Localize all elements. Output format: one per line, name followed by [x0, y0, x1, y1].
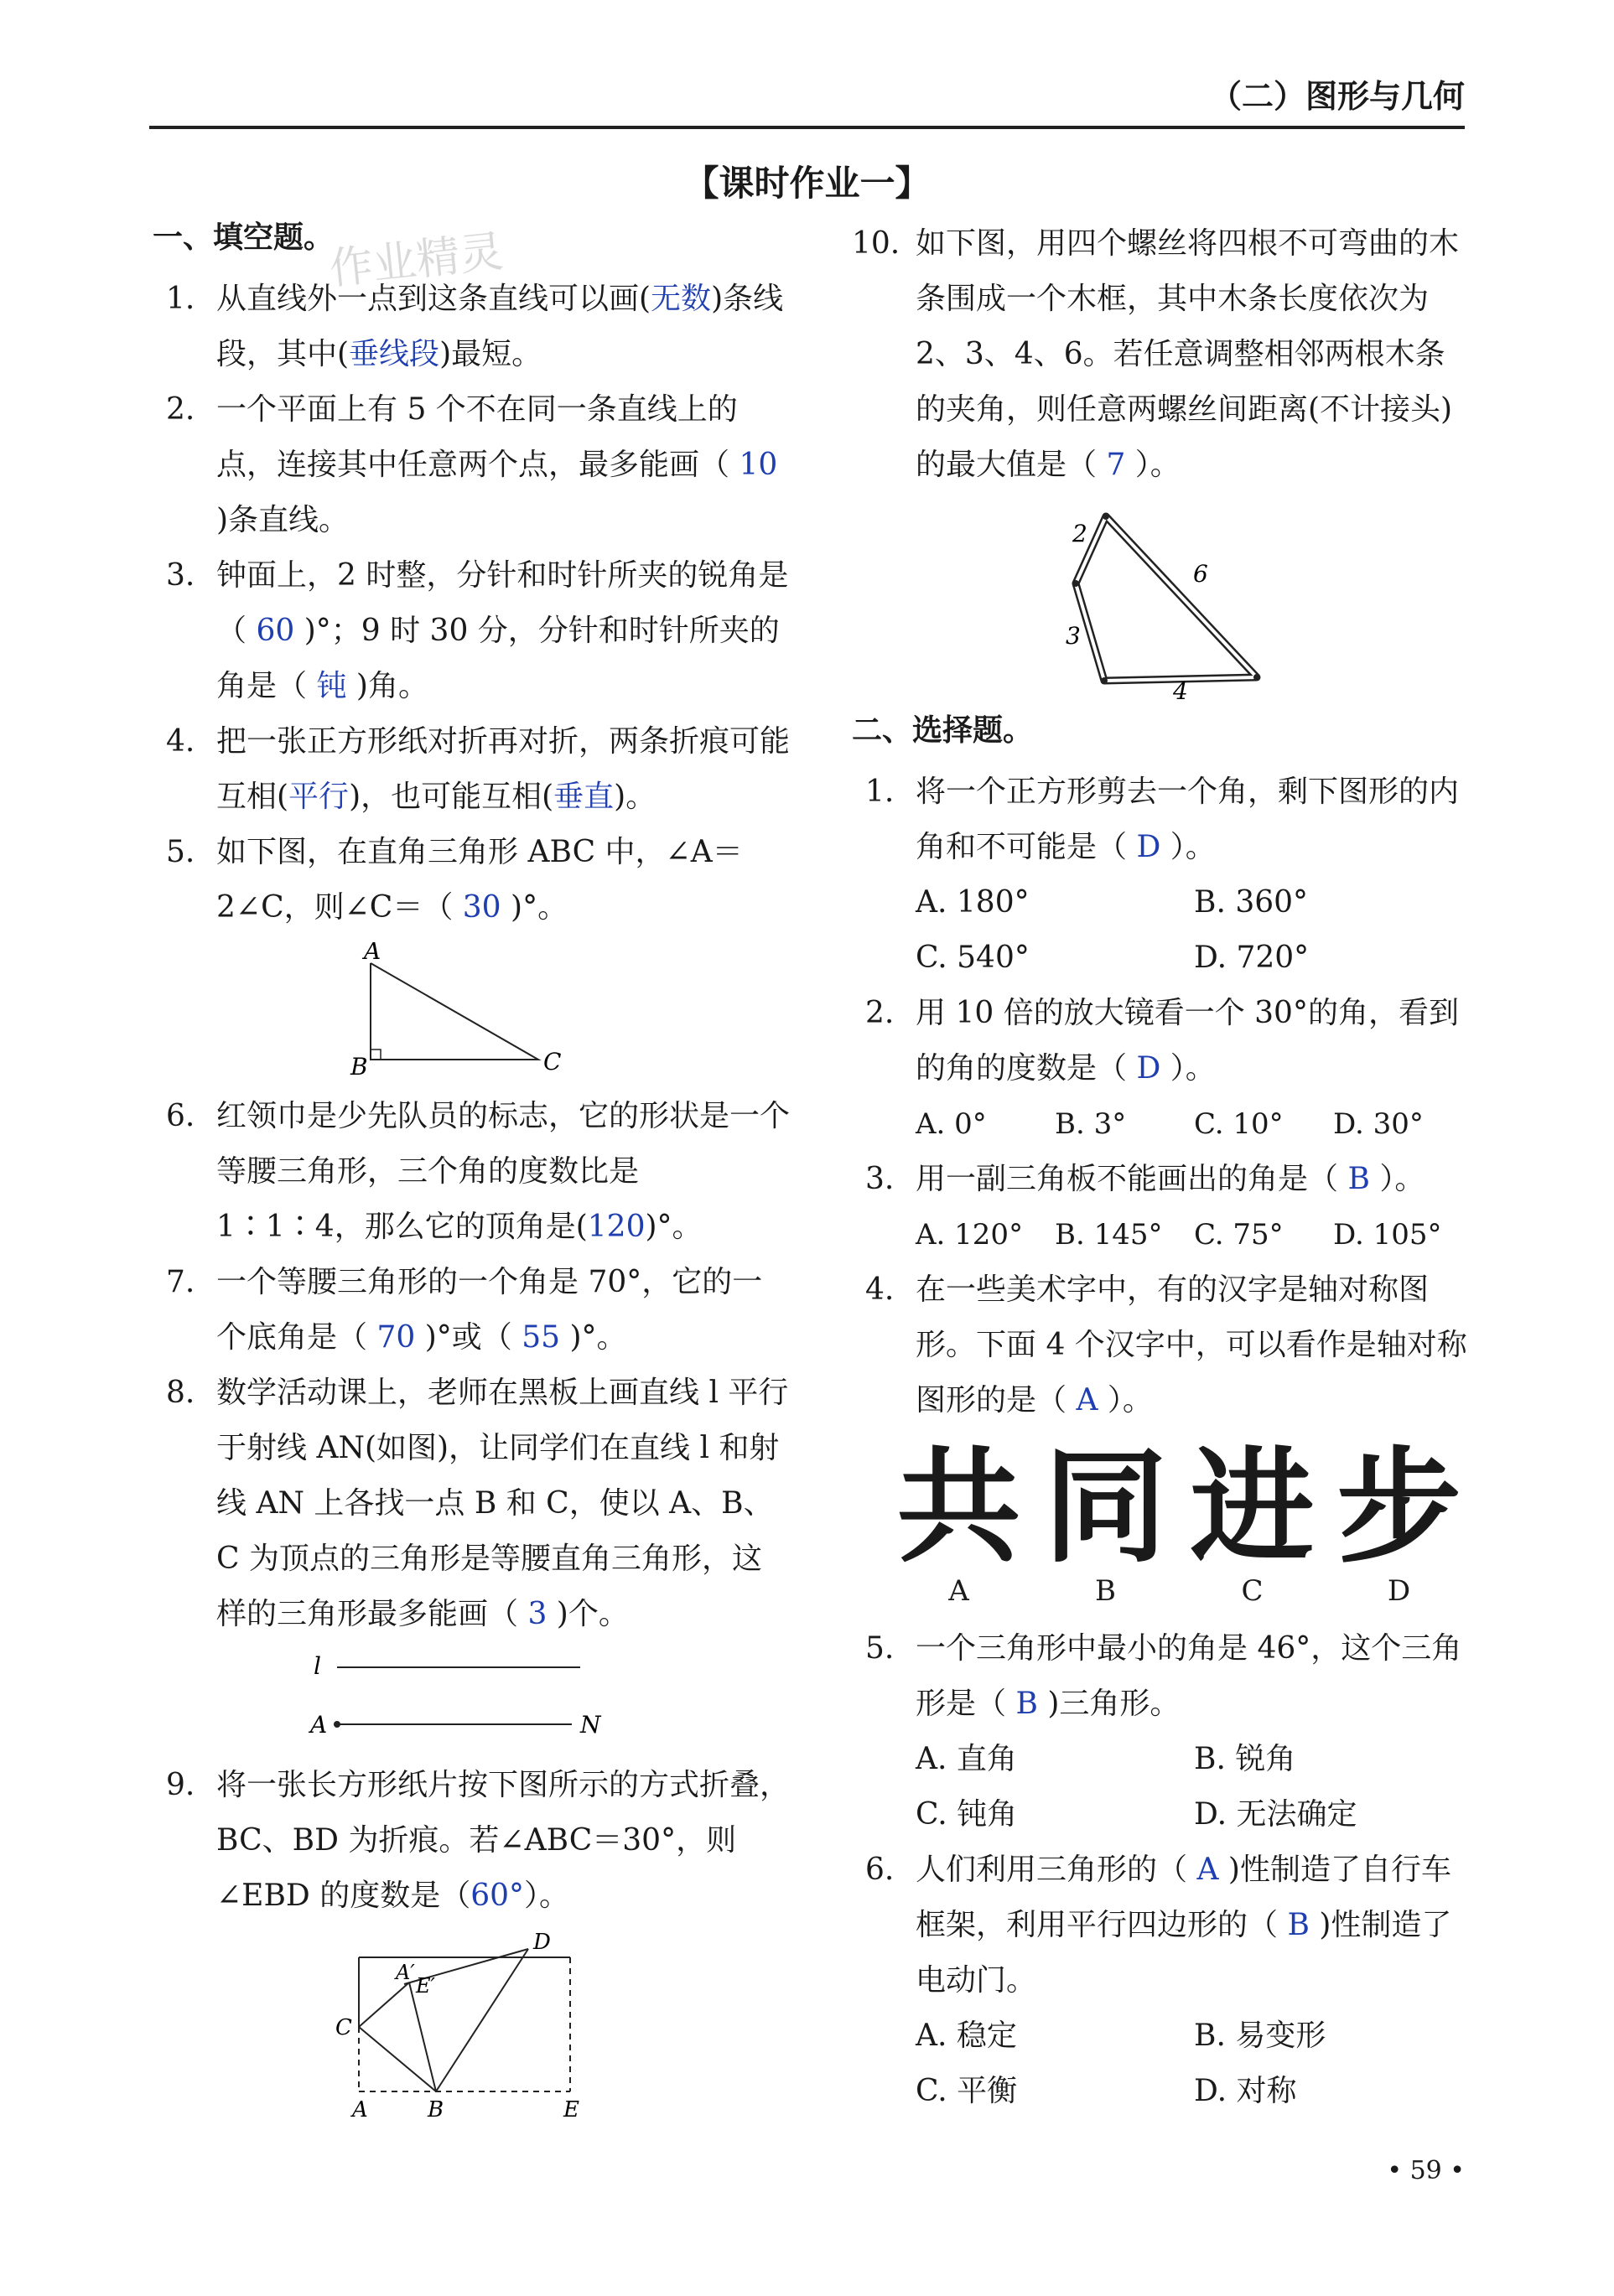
section-heading-fill-in: 一、填空题。: [153, 220, 335, 255]
option-a: A. 直角: [916, 1742, 1017, 1776]
answer: A: [1076, 1383, 1098, 1418]
option-d: D. 30°: [1333, 1107, 1424, 1141]
option-c: C. 钝角: [916, 1797, 1018, 1832]
art-characters: [852, 1435, 1472, 1608]
option-a: A. 120°: [916, 1218, 1024, 1252]
question-3: 3. 钟面上，2 时整，分针和时针所夹的锐角是（ 60 )°；9 时 30 分，分针和时针所夹的角是（ 钝 )角。: [166, 558, 789, 703]
char-a: 共: [896, 1435, 1021, 1579]
option-d: D. 720°: [1194, 941, 1310, 975]
option-a: A. 0°: [916, 1107, 987, 1141]
option-d: D. 无法确定: [1194, 1797, 1357, 1832]
char-c: 进: [1190, 1435, 1315, 1579]
vertex-label-a: A: [364, 942, 381, 965]
wooden-frame-figure: [1024, 500, 1300, 701]
answer: B: [1347, 1162, 1370, 1196]
section-heading-choice: 二、选择题。: [852, 713, 1034, 748]
right-column: [852, 216, 1472, 2119]
parallel-lines-figure: [304, 1649, 639, 1749]
option-c: C. 540°: [916, 941, 1030, 975]
label-b: B: [428, 2097, 444, 2122]
option-d: D. 105°: [1333, 1218, 1442, 1252]
right-triangle-figure: [345, 942, 597, 1081]
label-a-prime: A′: [396, 1961, 415, 1984]
option-d: D. 对称: [1194, 2074, 1297, 2108]
question-6: 6. 红领巾是少先队员的标志，它的形状是一个等腰三角形，三个角的度数比是 1∶1∶4，那么它的顶角是(120)°。: [166, 1099, 791, 1244]
char-label-a: A: [948, 1574, 969, 1608]
bar-length-2: 2: [1072, 520, 1087, 547]
question-4: 4. 把一张正方形纸对折再对折，两条折痕可能互相(平行)，也可能互相(垂直)。: [166, 724, 791, 814]
left-column: [153, 216, 790, 2132]
option-c: C. 75°: [1194, 1218, 1284, 1252]
answer: 60: [256, 614, 295, 648]
answer: 60°: [470, 1879, 525, 1913]
header-rule: [149, 126, 1465, 129]
bar-length-4: 4: [1173, 677, 1188, 701]
choice-question-1: 1. 将一个正方形剪去一个角，剩下图形的内角和不可能是（ D ）。: [865, 775, 1460, 864]
bar-length-6: 6: [1193, 560, 1208, 588]
option-b: B. 360°: [1194, 885, 1309, 920]
option-b: B. 锐角: [1194, 1742, 1296, 1776]
choice-question-3: 3. 用一副三角板不能画出的角是（ B ）。: [865, 1162, 1425, 1196]
label-d: D: [533, 1931, 551, 1955]
answer: 10: [739, 448, 778, 482]
option-a: A. 稳定: [916, 2019, 1017, 2053]
bar-length-3: 3: [1066, 622, 1081, 650]
char-label-d: D: [1387, 1574, 1411, 1608]
label-e: E: [563, 2097, 579, 2122]
answer: D: [1136, 1051, 1161, 1086]
vertex-label-b: B: [350, 1053, 368, 1081]
label-c: C: [335, 2015, 352, 2040]
line-label-l: l: [314, 1652, 321, 1680]
answer: 55: [522, 1320, 561, 1355]
question-9: 9. 将一张长方形纸片按下图所示的方式折叠，BC、BD 为折痕。若∠ABC＝30°，则∠EBD 的度数是（60°）。: [166, 1768, 791, 1913]
label-a: A: [352, 2097, 368, 2122]
label-e-prime: E′: [416, 1974, 435, 1998]
options: [852, 1096, 1472, 1152]
question-7: 7. 一个等腰三角形的一个角是 70°，它的一个底角是（ 70 )°或（ 55 )°。: [166, 1265, 763, 1355]
page-title: 【课时作业一】: [683, 163, 931, 204]
option-b: B. 145°: [1055, 1218, 1163, 1252]
option-a: A. 180°: [916, 885, 1030, 920]
question-8: 8. 数学活动课上，老师在黑板上画直线 l 平行于射线 AN(如图)，让同学们在直线 l 和射线 AN 上各找一点 B 和 C，使以 A、B、C 为顶点的三角形是等腰直角三角形，这样的三角形最多能画（ 3 )个。: [166, 1376, 789, 1631]
question-5: 5. 如下图，在直角三角形 ABC 中，∠A＝2∠C，则∠C＝（ 30 )°。: [166, 835, 743, 925]
option-b: B. 3°: [1055, 1107, 1127, 1141]
char-b: 同: [1043, 1435, 1168, 1579]
question-10: 10. 如下图，用四个螺丝将四根不可弯曲的木条围成一个木框，其中木条长度依次为 2、3、4、6。若任意调整相邻两根木条的夹角，则任意两螺丝间距离(不计接头)的最大值是（ 7 ）。: [852, 226, 1460, 482]
answer: 平行: [288, 780, 350, 814]
question-2: 2. 一个平面上有 5 个不在同一条直线上的点，连接其中任意两个点，最多能画（ 10 )条直线。: [166, 392, 778, 537]
answer: B: [1015, 1687, 1038, 1721]
char-label-c: C: [1241, 1574, 1264, 1608]
choice-question-2: 2. 用 10 倍的放大镜看一个 30°的角，看到的角的度数是（ D ）。: [865, 996, 1459, 1086]
question-1: 1. 从直线外一点到这条直线可以画(无数)条线段，其中(垂线段)最短。: [166, 282, 784, 371]
answer: 钝: [316, 669, 347, 703]
answer: D: [1136, 830, 1161, 864]
option-c: C. 平衡: [916, 2074, 1018, 2108]
answer: 无数: [651, 282, 712, 316]
choice-question-5: 5. 一个三角形中最小的角是 46°，这个三角形是（ B )三角形。: [865, 1631, 1462, 1721]
choice-question-6: 6. 人们利用三角形的（ A )性制造了自行车框架，利用平行四边形的（ B )性制造了电动门。: [865, 1853, 1452, 1998]
chapter-title: （二）图形与几何: [1209, 78, 1465, 115]
answer: 7: [1106, 448, 1126, 482]
vertex-label-c: C: [543, 1048, 562, 1075]
choice-question-4: 4. 在一些美术字中，有的汉字是轴对称图形。下面 4 个汉字中，可以看作是轴对称图形的是（ A ）。: [865, 1272, 1467, 1418]
answer: 30: [462, 890, 501, 925]
answer: B: [1287, 1908, 1310, 1942]
options: [852, 1732, 1472, 1843]
answer: 3: [527, 1597, 548, 1631]
point-label-n: N: [580, 1711, 601, 1739]
options: [852, 2008, 1472, 2119]
option-b: B. 易变形: [1194, 2019, 1326, 2053]
watermark: 作业精灵: [327, 226, 506, 295]
option-c: C. 10°: [1194, 1107, 1284, 1141]
char-d: 步: [1336, 1435, 1461, 1579]
answer: 120: [587, 1210, 646, 1244]
char-label-b: B: [1095, 1574, 1116, 1608]
point-label-a: A: [310, 1711, 328, 1739]
folded-paper-figure: [329, 1931, 614, 2123]
answer: 垂直: [553, 780, 615, 814]
page-number: • 59 •: [1387, 2156, 1465, 2185]
options: [852, 1207, 1472, 1262]
answer: 70: [376, 1320, 416, 1355]
answer: A: [1196, 1853, 1219, 1887]
options: [852, 875, 1472, 986]
answer: 垂线段: [349, 337, 440, 371]
